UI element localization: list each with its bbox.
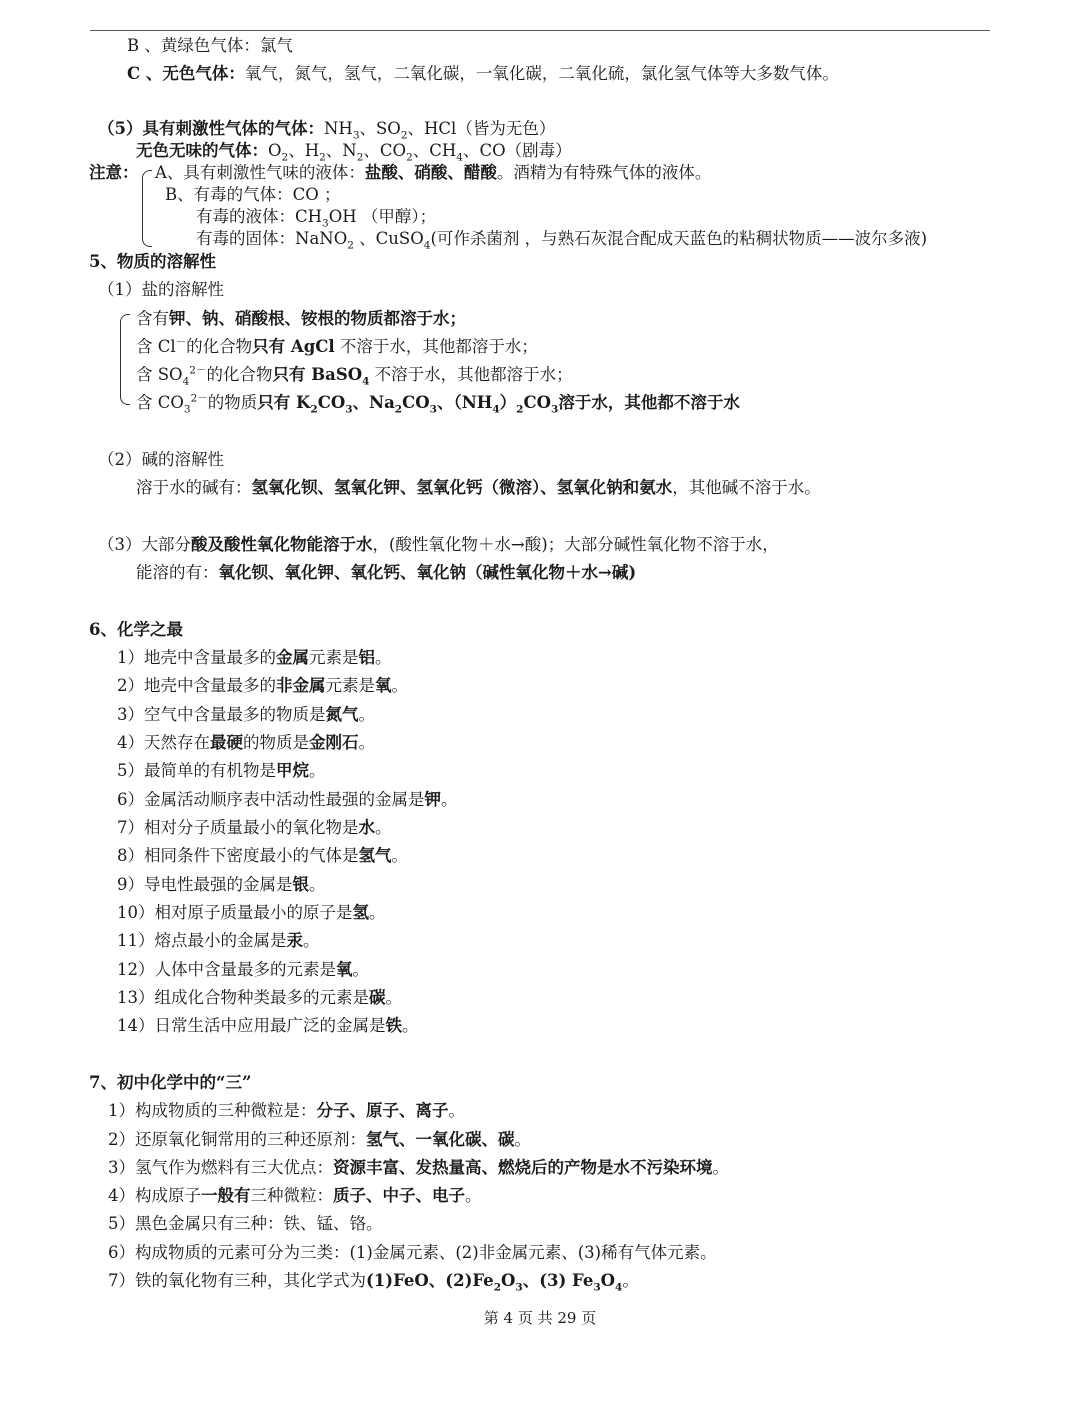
note-brace-bottom: [142, 208, 152, 247]
gas-color-b-label: B 、黄绿色气体：: [127, 36, 260, 55]
list-item: 5）最简单的有机物是甲烷。: [117, 761, 326, 780]
list-item: 13）组成化合物种类最多的元素是碳。: [117, 988, 402, 1007]
irritating-gas-label: （5）具有刺激性气体的气体：: [98, 119, 324, 138]
irritating-gas-line: （5）具有刺激性气体的气体：$NH_3$、$SO_2$、HCl（皆为无色）: [98, 119, 556, 142]
salt-rule-4: 含 $CO_3^{2-}$的物质只有 $K_2CO_3$、$Na_2CO_3$、$(NH_4)_2CO_3$溶于水，其他都不溶于水: [136, 392, 740, 416]
list-item: 6）金属活动顺序表中活动性最强的金属是钾。: [117, 790, 458, 809]
salt-rule-3: 含 $SO_4^{2-}$的化合物只有 BaSO$_4$ 不溶于水，其他都溶于水；: [136, 364, 573, 388]
note-b-solid-line: 有毒的固体：NaNO$_2$ 、CuSO$_4$(可作杀菌剂 ，与熟石灰混合配成天蓝色的粘稠状物质——波尔多液): [196, 229, 928, 252]
note-a-bold: 盐酸、硝酸、醋酸: [364, 163, 497, 182]
list-item: 1）地壳中含量最多的金属元素是铝。: [117, 648, 392, 667]
section-6-title: 6、化学之最: [89, 620, 183, 639]
oxide-solubility-line: 能溶的有：氧化钡、氧化钾、氧化钙、氧化钠（碱性氧化物＋水→碱): [136, 563, 637, 582]
list-item: 11）熔点最小的金属是汞。: [117, 931, 320, 950]
section-5-title: 5、物质的溶解性: [89, 252, 216, 271]
salt-rule-1: 含有钾、钠、硝酸根、铵根的物质都溶于水；: [136, 309, 466, 328]
list-item: 5）黑色金属只有三种：铁、锰、铬。: [108, 1214, 383, 1233]
list-item: 2）还原氧化铜常用的三种还原剂：氢气、一氧化碳、碳。: [108, 1130, 531, 1149]
gas-color-c-label: C 、无色气体：: [127, 64, 245, 83]
acid-solubility-line: （3）大部分酸及酸性氧化物能溶于水，(酸性氧化物＋水→酸)；大部分碱性氧化物不溶于水，: [98, 535, 779, 554]
header-rule: [90, 30, 990, 31]
list-item: 6）构成物质的元素可分为三类：(1)金属元素、(2)非金属元素、(3)稀有气体元素。: [108, 1243, 717, 1262]
list-item: 1）构成物质的三种微粒是：分子、原子、离子。: [108, 1101, 465, 1120]
list-item: 3）氢气作为燃料有三大优点：资源丰富、发热量高、燃烧后的产物是水不污染环境。: [108, 1158, 729, 1177]
salt-rule-2: 含 Cl－的化合物只有 AgCl 不溶于水，其他都溶于水；: [136, 336, 538, 356]
list-item: 10）相对原子质量最小的原子是氢。: [117, 903, 386, 922]
list-item: 14）日常生活中应用最广泛的金属是铁。: [117, 1016, 419, 1035]
odorless-gas-label: 无色无味的气体：: [136, 141, 268, 160]
list-item: 2）地壳中含量最多的非金属元素是氧。: [117, 676, 408, 695]
list-item: 12）人体中含量最多的元素是氧。: [117, 960, 369, 979]
list-item: 4）构成原子一般有三种微粒：质子、中子、电子。: [108, 1186, 482, 1205]
salt-solubility-heading: （1）盐的溶解性: [98, 280, 224, 299]
gas-color-c-line: [127, 63, 839, 85]
note-a-line: A、具有刺激性气味的液体：盐酸、硝酸、醋酸。酒精为有特殊气体的液体。: [155, 163, 712, 182]
salt-brace-top: [120, 314, 130, 359]
list-item: 7）铁的氧化物有三种，其化学式为(1)FeO、$(2)Fe_2O_3$、(3) $Fe_3O_4$。: [108, 1271, 639, 1294]
odorless-gas-note: （剧毒）: [505, 141, 572, 160]
salt-brace-bottom: [120, 358, 130, 405]
list-item: 7）相对分子质量最小的氧化物是水。: [117, 818, 392, 837]
note-label: 注意：: [89, 163, 139, 182]
list-item: 3）空气中含量最多的物质是氮气。: [117, 705, 375, 724]
page-footer: 第 4 页 共 29 页: [483, 1309, 597, 1327]
gas-color-c-value: 氧气，氮气，氢气，二氧化碳，一氧化碳，二氧化硫，氯化氢气体等大多数气体。: [244, 64, 839, 83]
list-item: 9）导电性最强的金属是银。: [117, 875, 326, 894]
list-item: 8）相同条件下密度最小的气体是氢气。: [117, 846, 408, 865]
list-item: 4）天然存在最硬的物质是金刚石。: [117, 733, 375, 752]
base-solubility-line: 溶于水的碱有：氢氧化钡、氢氧化钾、氢氧化钙（微溶）、氢氧化钠和氨水，其他碱不溶于水。: [136, 478, 821, 497]
note-b-gas-line: B、有毒的气体：CO ；: [165, 185, 341, 204]
odorless-gas-line: 无色无味的气体：$O_2$、$H_2$、$N_2$、$CO_2$、$CH_4$、CO（剧毒）: [136, 141, 572, 164]
irritating-gas-note: （皆为无色）: [456, 119, 556, 138]
gas-color-b-line: [127, 35, 293, 57]
gas-color-b-value: 氯气: [259, 36, 293, 55]
note-brace-top: [142, 170, 152, 209]
note-b-liquid-line: 有毒的液体：$CH_3OH$ （甲醇）；: [196, 207, 437, 230]
base-solubility-heading: （2）碱的溶解性: [98, 450, 224, 469]
section-7-title: 7、初中化学中的“三”: [89, 1073, 252, 1092]
